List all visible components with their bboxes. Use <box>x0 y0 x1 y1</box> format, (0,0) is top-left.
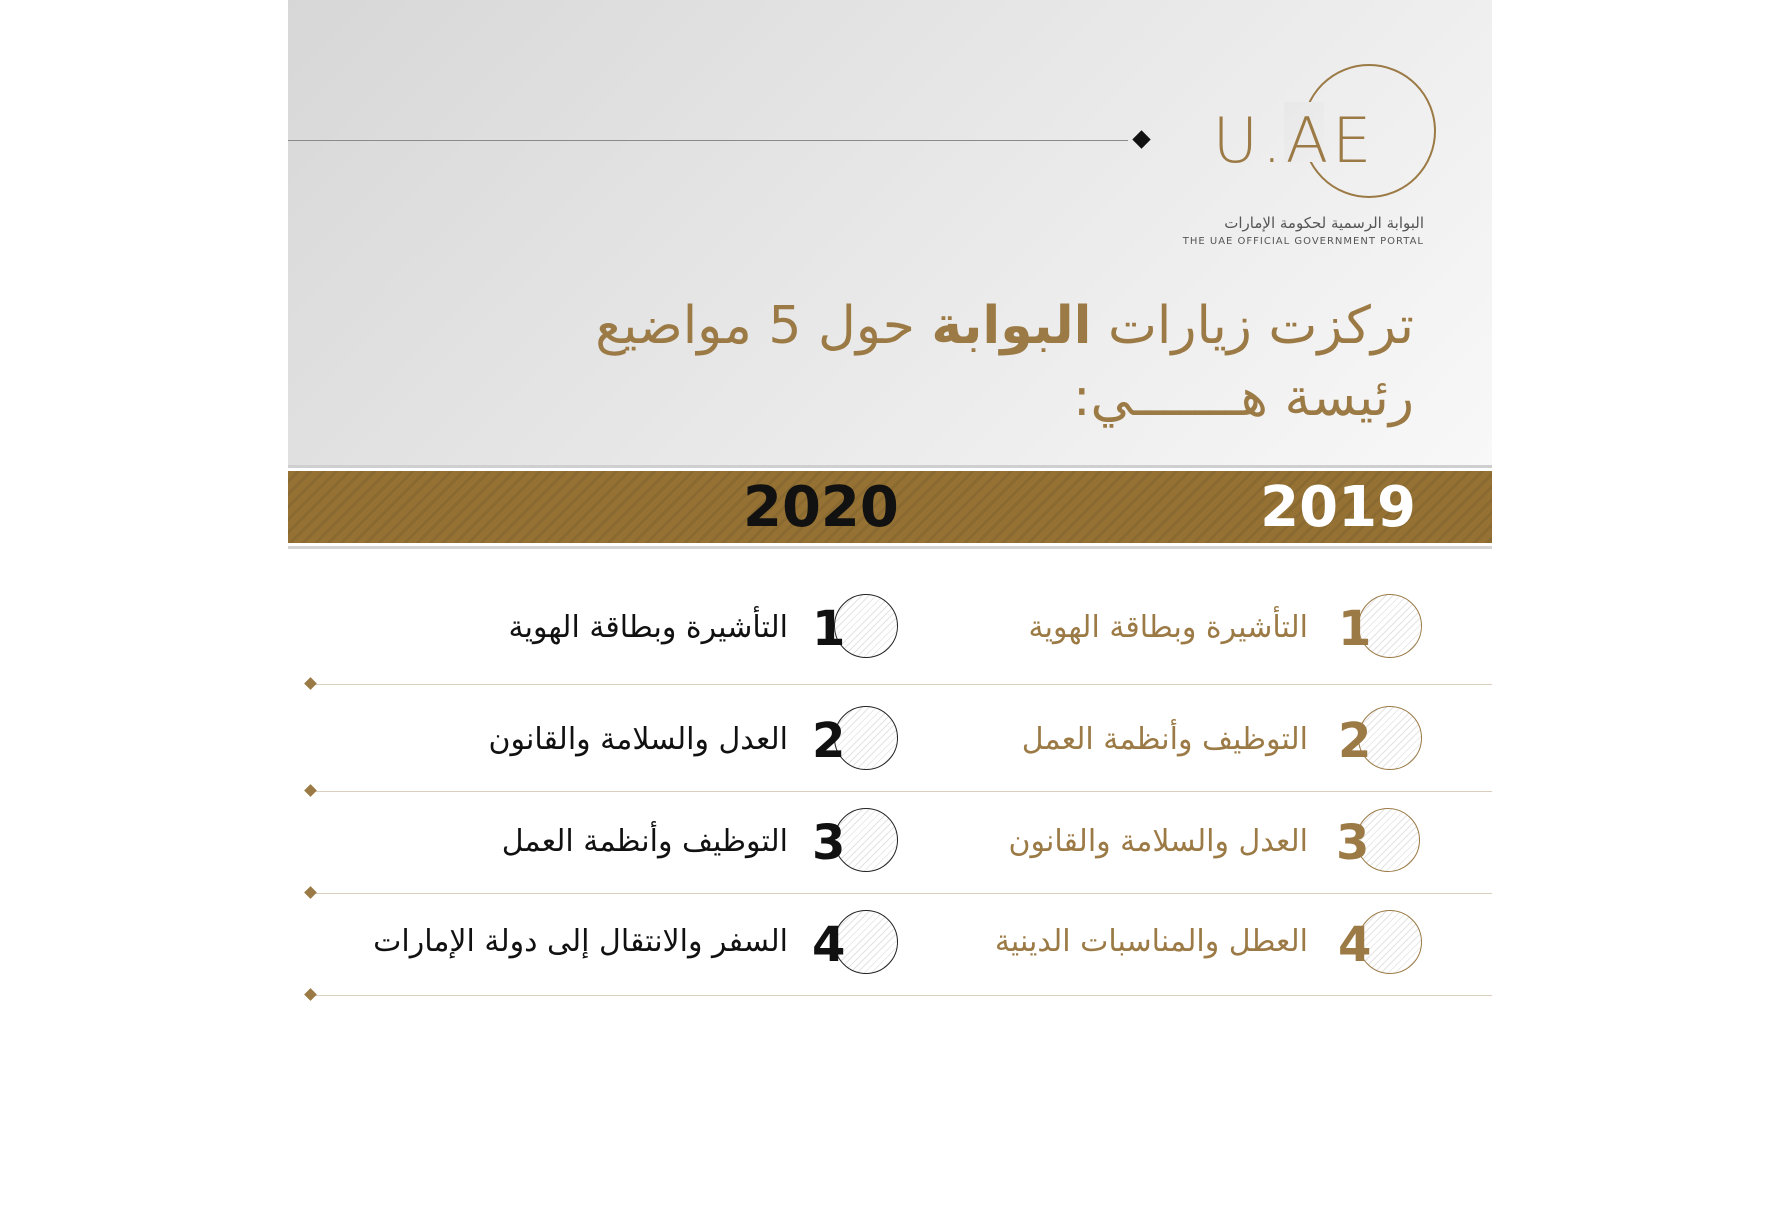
item-text: التوظيف وأنظمة العمل <box>501 824 788 859</box>
diamond-icon <box>1132 130 1150 148</box>
headline-bold: البوابة <box>931 296 1092 356</box>
logo-english-name: THE UAE OFFICIAL GOVERNMENT PORTAL <box>1182 236 1424 247</box>
year-2019-label: 2019 <box>1260 475 1416 540</box>
item-text: العدل والسلامة والقانون <box>488 722 788 757</box>
item-number: 2 <box>812 713 846 769</box>
row-divider <box>308 684 1492 685</box>
row-divider <box>308 893 1492 894</box>
item-text: التوظيف وأنظمة العمل <box>1021 722 1308 757</box>
item-number: 4 <box>812 917 846 973</box>
item-number: 3 <box>1336 815 1370 871</box>
logo-arabic-name: البوابة الرسمية لحكومة الإمارات <box>1224 214 1424 232</box>
diamond-icon <box>304 677 317 690</box>
diamond-icon <box>304 988 317 1001</box>
diamond-icon <box>304 886 317 899</box>
item-text: العدل والسلامة والقانون <box>1008 824 1308 859</box>
diamond-icon <box>304 784 317 797</box>
header <box>288 0 1492 466</box>
uae-portal-logo <box>1164 62 1424 252</box>
item-number: 1 <box>812 601 846 657</box>
header-divider-line <box>288 140 1128 141</box>
item-text: السفر والانتقال إلى دولة الإمارات <box>373 924 788 959</box>
year-2020-label: 2020 <box>743 475 899 540</box>
item-number: 2 <box>1338 713 1372 769</box>
row-divider <box>308 791 1492 792</box>
item-text: التأشيرة وبطاقة الهوية <box>1028 610 1308 645</box>
logo-mark: U.AE <box>1212 104 1376 177</box>
item-text: العطل والمناسبات الدينية <box>994 924 1308 959</box>
item-text: التأشيرة وبطاقة الهوية <box>508 610 788 645</box>
row-divider <box>308 995 1492 996</box>
item-number: 3 <box>812 815 846 871</box>
item-number: 4 <box>1338 917 1372 973</box>
headline <box>414 290 1414 434</box>
headline-line-1: تركزت زيارات البوابة حول 5 مواضيع <box>595 296 1414 356</box>
item-number: 1 <box>1338 601 1372 657</box>
headline-line-2: رئيسة هـــــــي: <box>1073 368 1414 428</box>
infographic-card <box>288 0 1492 1000</box>
